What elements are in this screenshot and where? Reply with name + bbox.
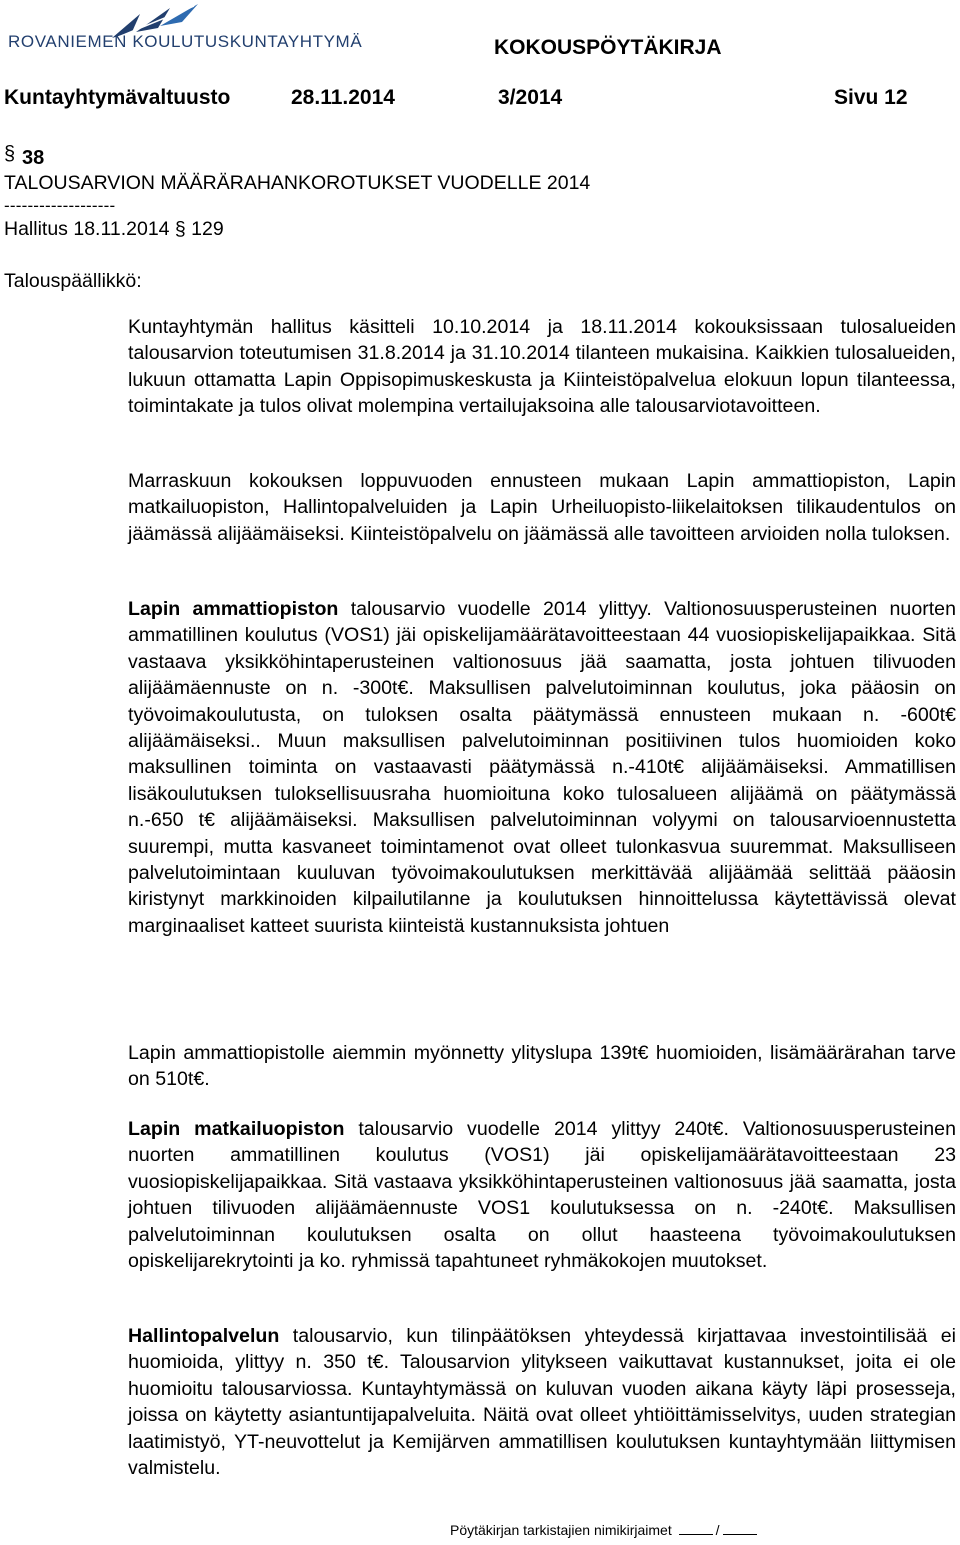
- paragraph-6: [128, 1323, 956, 1481]
- board-reference: Hallitus 18.11.2014 § 129: [4, 218, 224, 240]
- section-number: 38: [22, 147, 45, 169]
- paragraph-3-heading: Lapin ammattiopiston: [128, 598, 339, 620]
- logo-text: ROVANIEMEN KOULUTUSKUNTAYHTYMÄ: [8, 32, 363, 51]
- paragraph-6-text: talousarvio, kun tilinpäätöksen yhteydessä kirjattavaa investointilisää ei huomioida, ylittyy n. 350 t€. Talousarvion ylitykseen vaikuttavat kustannukset, joita ei ole huomioitu talousarviossa. Kuntayhtymässä on kuluvan vuoden aikana käyty läpi prosesseja, joissa on käytetty asiantuntijapalveluita. Näitä ovat olleet yhtiöittämisselvitys, uuden strategian laatimistyö, YT-neuvottelut ja Kemijärven ammatillisen koulutuksen kuntayhtymään liittymisen valmistelu.: [128, 1325, 956, 1480]
- paragraph-5: [128, 1116, 956, 1274]
- paragraph-5-text: talousarvio vuodelle 2014 ylittyy 240t€. Valtionosuusperusteinen nuorten ammatillinen koulutus (VOS1) jäi opiskelijamäärätavoitteestaan 23 vuosiopiskelijapaikkaa. Sitä vastaava yksikköhintaperusteinen valtionosuus jää saamatta, josta johtuen tilivuoden alijäämäennuste VOS1 koulutuksessa on n. -240t€. Maksullisen palvelutoiminnan koulutuksen osalta on ollut haasteena työvoimakoulutuksen opiskelijarekrytointi ja ko. ryhmissä tapahtuneet ryhmäkokojen muutokset.: [128, 1118, 956, 1273]
- paragraph-3-text: talousarvio vuodelle 2014 ylittyy. Valtionosuusperusteinen nuorten ammatillinen koulutus (VOS1) jäi opiskelijamäärätavoitteestaan 44 vuosiopiskelijapaikkaa. Sitä vastaava yksikköhintaperusteinen valtionosuus jää saamatta, josta johtuen tilivuoden alijäämäennuste on n. -300t€. Maksullisen palvelutoiminnan koulutus, joka pääosin on työvoimakoulutusta, on tuloksen osalta päätymässä ennusteen mukaan n. -600t€ alijäämäiseksi.. Muun maksullisen palvelutoiminnan positiivinen tulos huomioiden koko maksullinen toiminta on vastaavasti päätymässä n.-410t€ alijäämäiseksi. Ammatillisen lisäkoulutuksen tuloksellisuusraha huomioituna koko tulosalueen alijäämä on päätymässä n.-650 t€ alijäämäiseksi. Maksullisen palvelutoiminnan volyymi on talousarvioennustetta suurempi, mutta kasvaneet toimintamenot ovat olleet tulonkasvua suuremmat. Maksulliseen palvelutoimintaan kuuluvan työvoimakoulutuksen merkittävää alijäämää selittää pääosin kiristynyt markkinoiden kilpailutilanne ja koulutuksen hinnoittelussa käytettävissä olevat marginaaliset katteet suurista kiinteistä kustannuksista johtuen: [128, 598, 956, 937]
- initials-blank-2[interactable]: [723, 1522, 757, 1535]
- organization-logo: [2, 2, 362, 64]
- paragraph-6-heading: Hallintopalvelun: [128, 1325, 280, 1347]
- initials-blank-1[interactable]: [679, 1522, 713, 1535]
- paragraph-4: Lapin ammattiopistolle aiemmin myönnetty ylityslupa 139t€ huomioiden, lisämäärärahan tarve on 510t€.: [128, 1042, 956, 1091]
- meeting-number: 3/2014: [498, 86, 563, 109]
- section-number-block: [4, 143, 45, 169]
- meeting-date: 28.11.2014: [291, 86, 395, 109]
- paragraph-2: Marraskuun kokouksen loppuvuoden ennusteen mukaan Lapin ammattiopiston, Lapin matkailuopiston, Hallintopalveluiden ja Lapin Urheiluopisto-liikelaitoksen tilikaudentulos on jäämässä alijäämäiseksi. Kiinteistöpalvelu on jäämässä alle tavoitteen arvioiden nolla tuloksen.: [128, 470, 956, 545]
- divider-line: -------------------: [4, 196, 116, 215]
- page-number: Sivu 12: [834, 86, 908, 109]
- document-title: KOKOUSPÖYTÄKIRJA: [494, 36, 722, 59]
- footer-separator: /: [715, 1522, 720, 1538]
- footer-label: Pöytäkirjan tarkistajien nimikirjaimet: [450, 1522, 672, 1538]
- paragraph-5-heading: Lapin matkailuopiston: [128, 1118, 345, 1140]
- speaker-label: Talouspäällikkö:: [4, 270, 142, 292]
- meeting-body-name: Kuntayhtymävaltuusto: [4, 86, 231, 109]
- footer-initials: [450, 1522, 760, 1538]
- section-title: TALOUSARVION MÄÄRÄRAHANKOROTUKSET VUODELLE 2014: [4, 172, 591, 194]
- paragraph-3: [128, 596, 956, 939]
- paragraph-1: Kuntayhtymän hallitus käsitteli 10.10.2014 ja 18.11.2014 kokouksissaan tulosalueiden talousarvion toteutumisen 31.8.2014 ja 31.10.2014 tilanteen mukaisina. Kaikkien tulosalueiden, lukuun ottamatta Lapin Oppisopimuskeskusta ja Kiinteistöpalvelua elokuun lopun tilanteessa, toimintakate ja tulos olivat molempina vertailujaksoina alle talousarviotavoitteen.: [128, 316, 956, 418]
- section-symbol: §: [4, 143, 16, 165]
